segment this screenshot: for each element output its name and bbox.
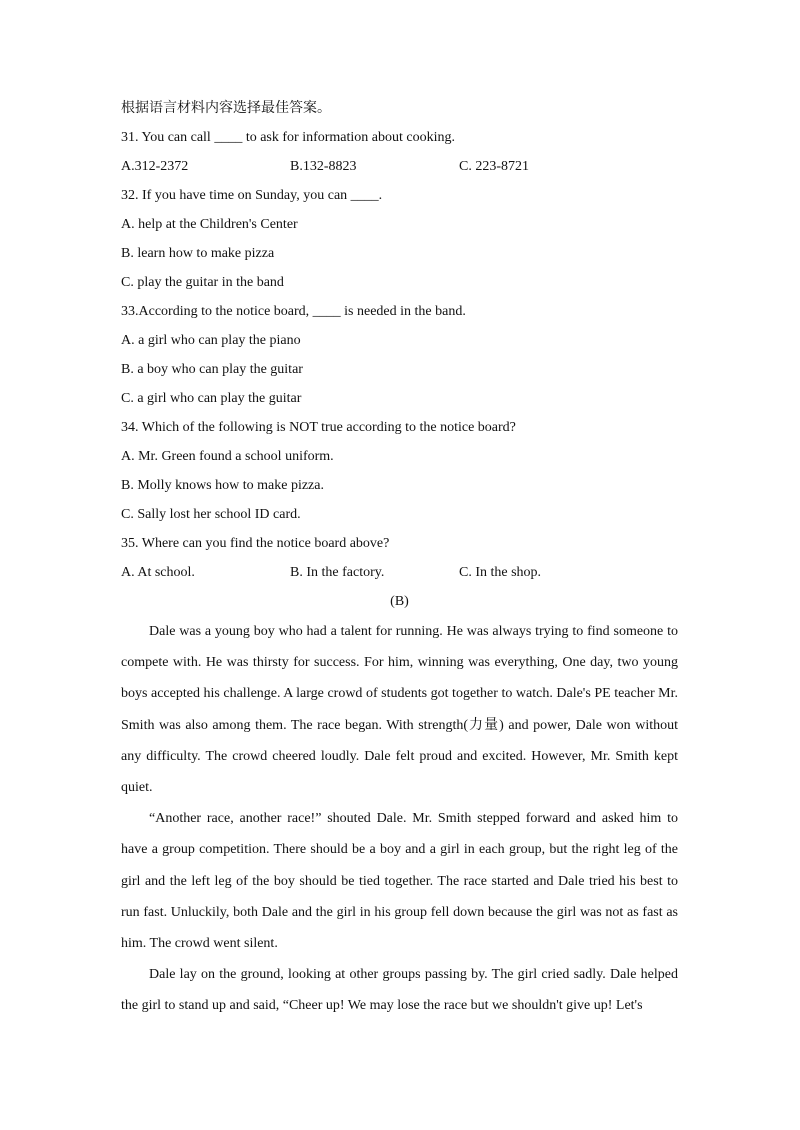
- instruction: 根据语言材料内容选择最佳答案。: [121, 101, 331, 116]
- option-b: B.132-8823: [290, 159, 357, 174]
- option-c: C. a girl who can play the guitar: [121, 391, 302, 406]
- question-35-options: [121, 558, 678, 587]
- passage-paragraph-1: Dale was a young boy who had a talent for running. He was always trying to find someone to compete with. He was thirsty for success. For him, winning was everything, One day, two young boys accepted his challenge. A large crowd of students got together to watch. Dale's PE teacher Mr. Smith was also among them. The race began. With strength(力量) and power, Dale won without any difficulty. The crowd cheered loudly. Dale felt proud and excited. However, Mr. Smith kept quiet.: [121, 624, 678, 796]
- option-a: A. At school.: [121, 565, 195, 580]
- question-31-stem: 31. You can call ____ to ask for information about cooking.: [121, 130, 456, 145]
- option-b: B. In the factory.: [290, 565, 385, 580]
- option-b: B. learn how to make pizza: [121, 246, 275, 261]
- option-a: A. Mr. Green found a school uniform.: [121, 449, 334, 464]
- question-35-stem: 35. Where can you find the notice board above?: [121, 536, 390, 551]
- question-31-options: [121, 152, 678, 181]
- question-34-stem: 34. Which of the following is NOT true according to the notice board?: [121, 420, 516, 435]
- option-b: B. Molly knows how to make pizza.: [121, 478, 324, 493]
- option-a: A. a girl who can play the piano: [121, 333, 301, 348]
- option-c: C. Sally lost her school ID card.: [121, 507, 301, 522]
- option-b: B. a boy who can play the guitar: [121, 362, 303, 377]
- passage-paragraph-2: “Another race, another race!” shouted Dale. Mr. Smith stepped forward and asked him to have a group competition. There should be a boy and a girl in each group, but the right leg of the girl and the left leg of the boy should be tied together. The race started and Dale tried his best to run fast. Unluckily, both Dale and the girl in his group fell down because the girl was not as fast as him. The crowd went silent.: [121, 811, 678, 952]
- document-page: [121, 94, 678, 1022]
- option-a: A.312-2372: [121, 159, 189, 174]
- passage-paragraph-3: Dale lay on the ground, looking at other groups passing by. The girl cried sadly. Dale helped the girl to stand up and said, “Cheer up! We may lose the race but we shouldn't give up! Let's: [121, 967, 678, 1014]
- section-label: (B): [390, 594, 409, 609]
- option-c: C. In the shop.: [459, 565, 542, 580]
- question-33-stem: 33.According to the notice board, ____ is needed in the band.: [121, 304, 466, 319]
- option-c: C. 223-8721: [459, 159, 529, 174]
- option-a: A. help at the Children's Center: [121, 217, 298, 232]
- question-32-stem: 32. If you have time on Sunday, you can ____.: [121, 188, 383, 203]
- option-c: C. play the guitar in the band: [121, 275, 284, 290]
